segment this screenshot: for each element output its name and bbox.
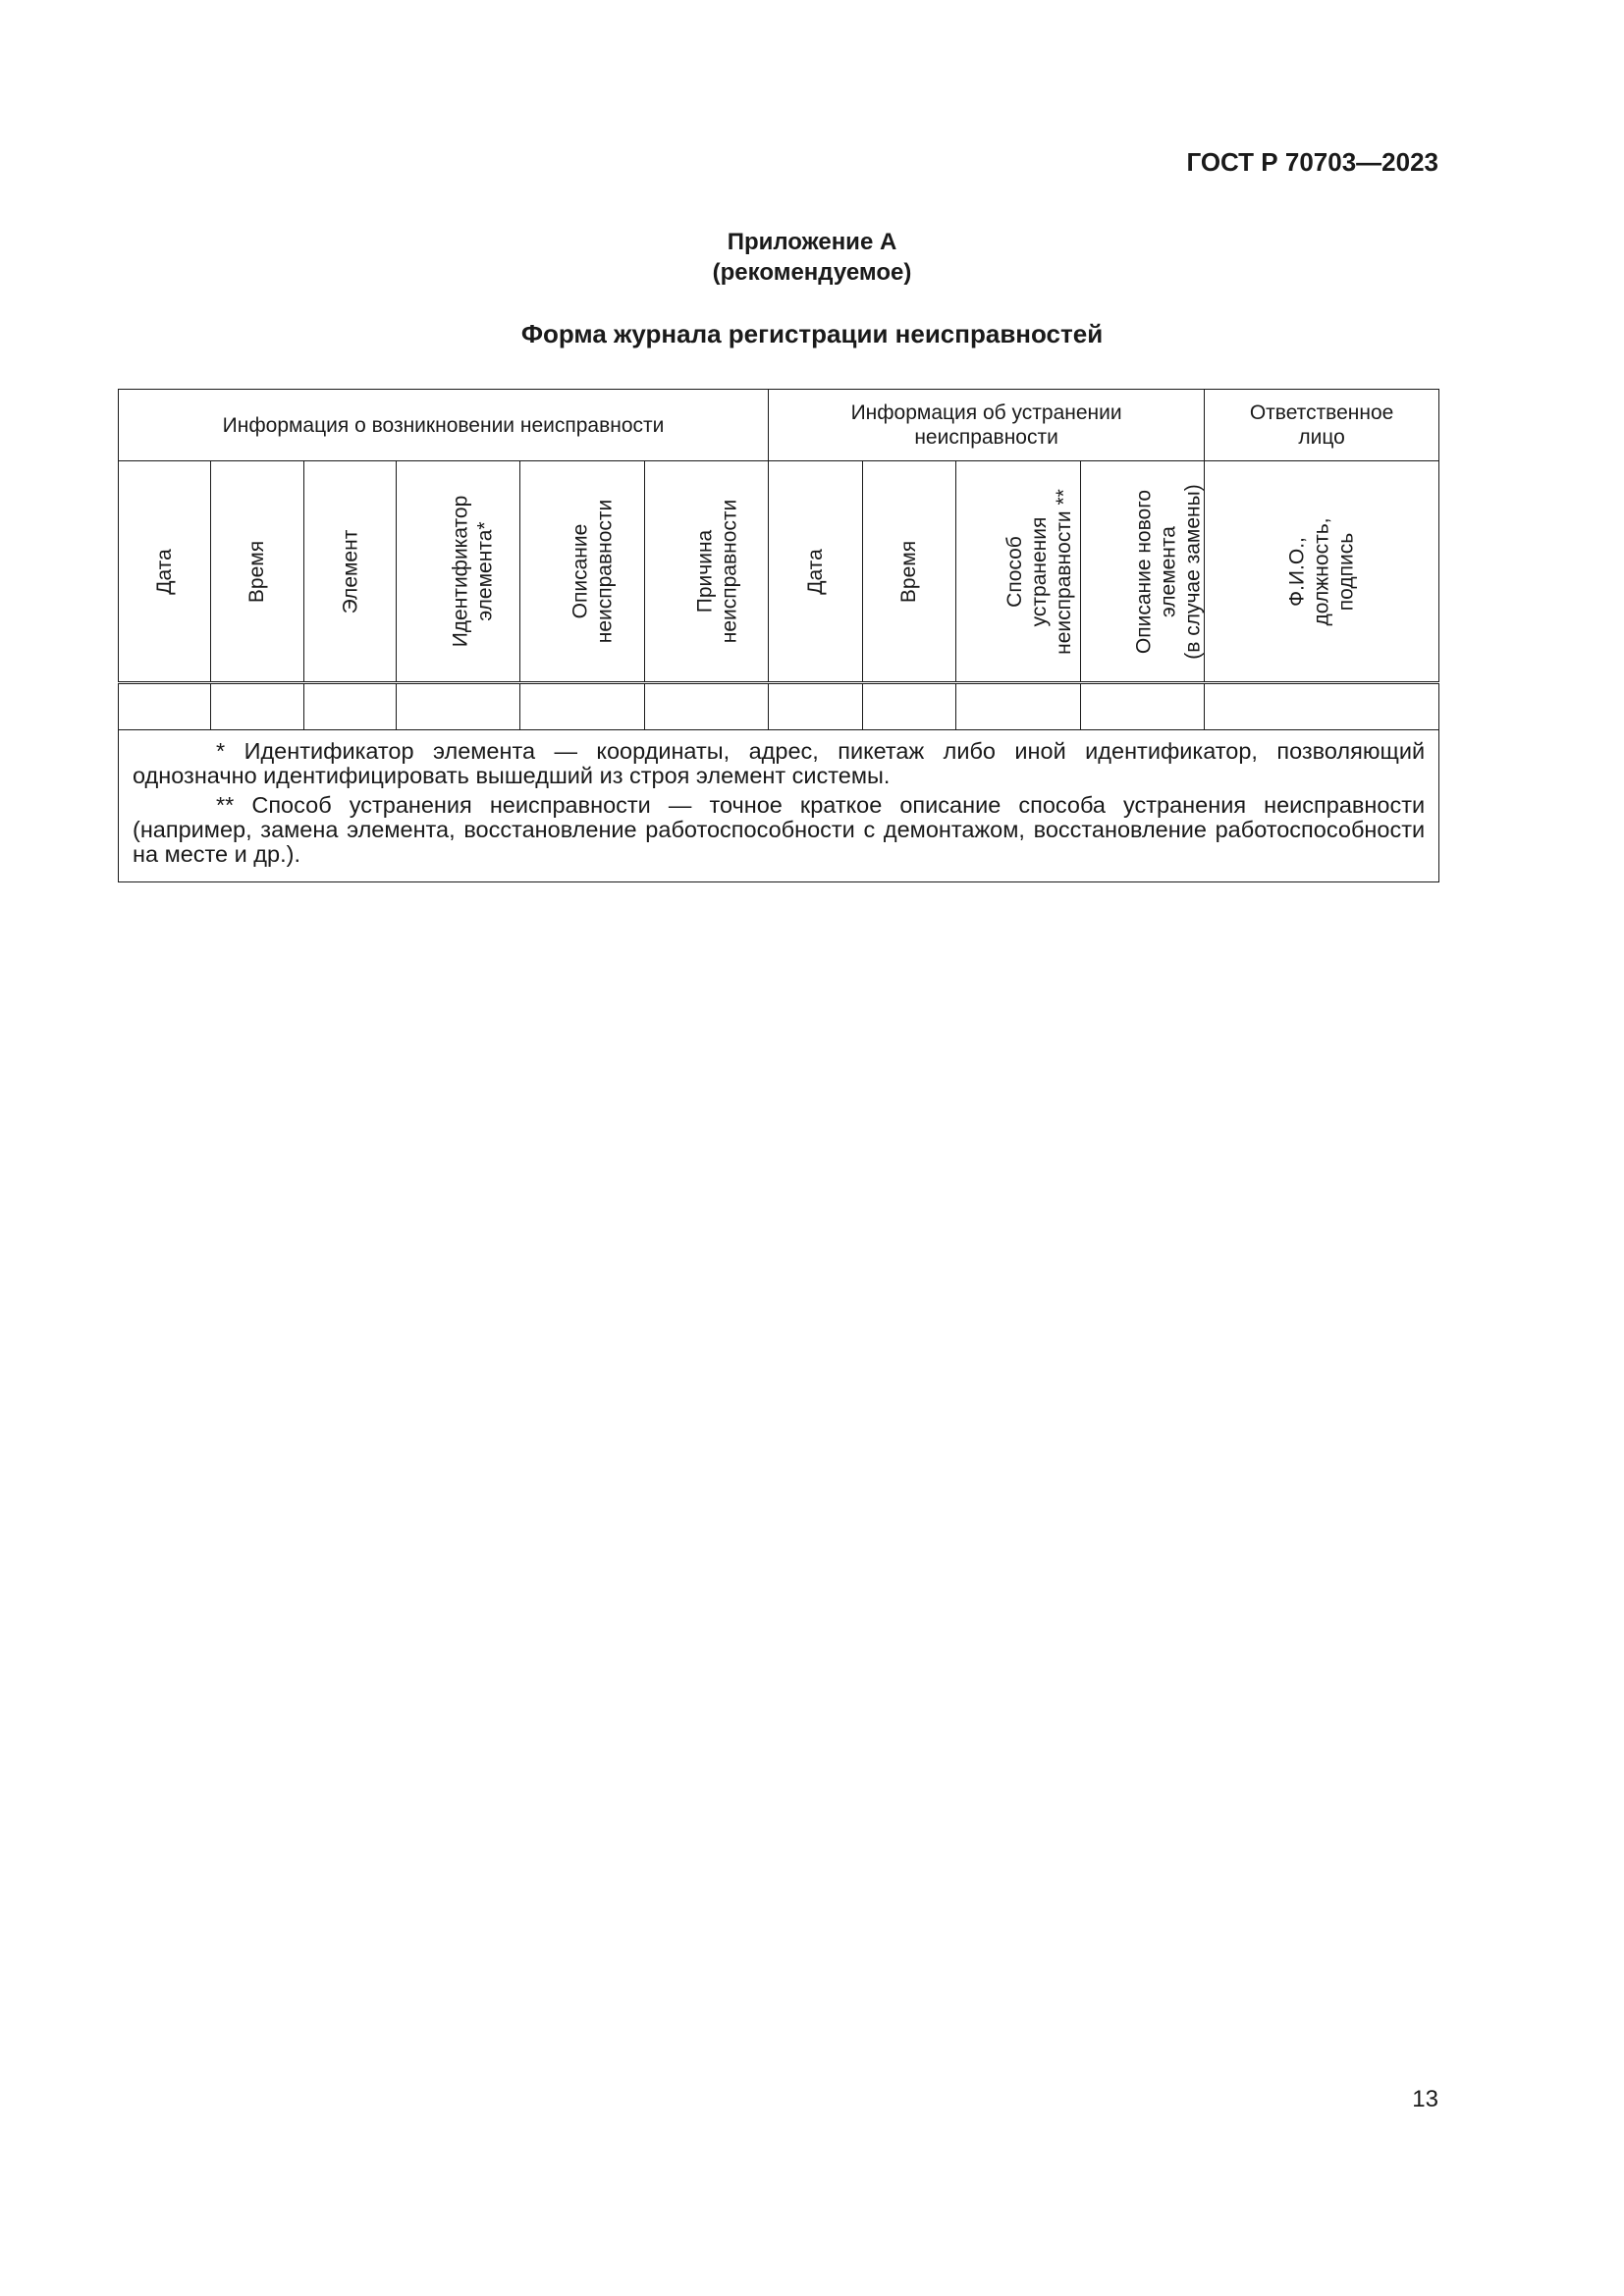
column-header-fault-cause: Причина неисправности xyxy=(645,461,769,683)
column-header-signature: Ф.И.О., должность, подпись xyxy=(1205,461,1439,683)
group-header-occurrence: Информация о возникновении неисправности xyxy=(119,390,769,461)
column-header-time: Время xyxy=(211,461,304,683)
table-cell xyxy=(1205,683,1439,730)
fault-journal-table xyxy=(118,389,1439,882)
annex-title: Приложение А xyxy=(727,229,897,255)
table-cell xyxy=(1081,683,1205,730)
column-header-fault-description: Описание неисправности xyxy=(520,461,645,683)
column-header-fix-date: Дата xyxy=(769,461,863,683)
footnote-element-id: * Идентификатор элемента — координаты, адрес, пикетаж либо иной идентификатор, позволяющий однозначно идентифицировать вышедший из строя элемент системы. xyxy=(133,738,1426,788)
page-number: 13 xyxy=(1412,2086,1438,2112)
standard-code: ГОСТ Р 70703—2023 xyxy=(1186,147,1438,177)
table-notes xyxy=(119,730,1439,882)
column-header-new-element: Описание нового элемента (в случае замены) xyxy=(1081,461,1205,683)
table-cell xyxy=(645,683,769,730)
annex-status: (рекомендуемое) xyxy=(712,259,912,286)
group-header-responsible: Ответственное лицо xyxy=(1205,390,1439,461)
group-header-elimination: Информация об устранении неисправности xyxy=(769,390,1205,461)
form-title: Форма журнала регистрации неисправностей xyxy=(520,319,1104,348)
table-cell xyxy=(397,683,520,730)
column-header-element-id: Идентификатор элемента* xyxy=(397,461,520,683)
table-row xyxy=(119,683,1439,730)
column-header-fix-method: Способ устранения неисправности ** xyxy=(956,461,1081,683)
column-header-fix-time: Время xyxy=(863,461,956,683)
table-cell xyxy=(304,683,397,730)
column-header-date: Дата xyxy=(119,461,211,683)
table-cell xyxy=(211,683,304,730)
table-cell xyxy=(956,683,1081,730)
table-cell xyxy=(863,683,956,730)
footnote-fix-method: ** Способ устранения неисправности — точное краткое описание способа устранения неисправности (например, замена элемента, восстановление работоспособности с демонтажом, восстановление работоспособности на месте и др.). xyxy=(133,792,1426,867)
table-cell xyxy=(520,683,645,730)
column-header-element: Элемент xyxy=(304,461,397,683)
table-cell xyxy=(769,683,863,730)
table-cell xyxy=(119,683,211,730)
